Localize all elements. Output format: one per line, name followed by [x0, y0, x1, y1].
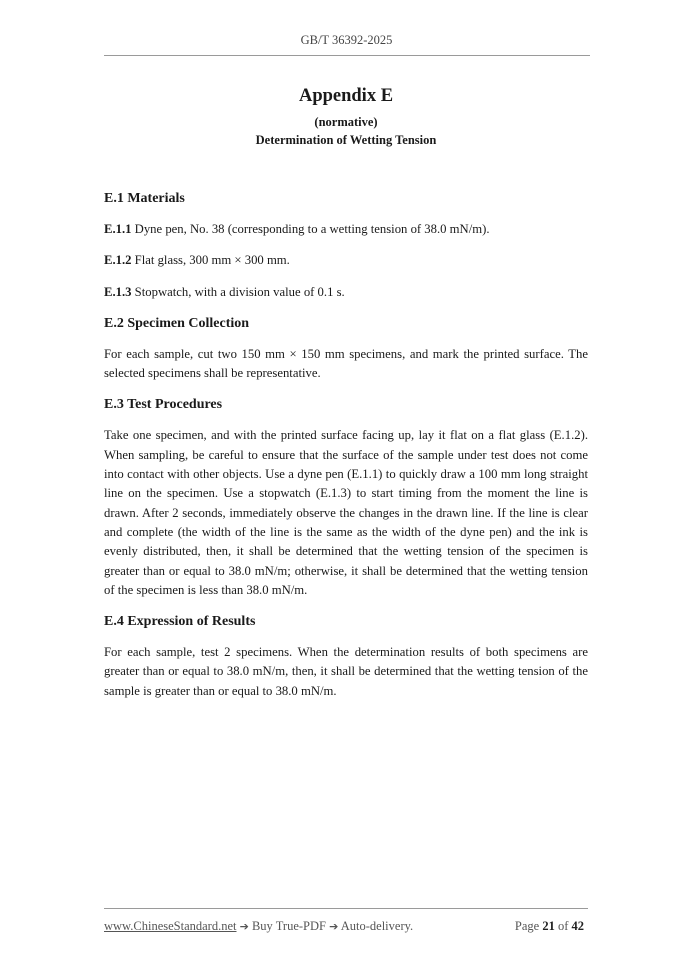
footer-promo [104, 919, 413, 934]
section-heading-expression-of-results: E.4 Expression of Results [104, 614, 256, 630]
specimen-collection-text: For each sample, cut two 150 mm × 150 mm specimens, and mark the printed surface. The selected specimens shall be representative. [104, 346, 588, 381]
clause-number: E.1.1 [104, 222, 132, 236]
page-footer [104, 908, 588, 948]
section-specimen-collection [104, 315, 588, 384]
clause-text: Stopwatch, with a division value of 0.1 s. [131, 284, 345, 299]
materials-item-dyne-pen [104, 220, 588, 239]
auto-delivery-text: Auto-delivery. [338, 919, 414, 933]
appendix-subject: Determination of Wetting Tension [255, 133, 437, 147]
section-heading-specimen-collection: E.2 Specimen Collection [104, 315, 250, 331]
clause-number: E.1.2 [104, 253, 132, 268]
section-test-procedures [104, 396, 588, 600]
document-code: GB/T 36392-2025 [300, 33, 393, 47]
page-header [0, 0, 693, 57]
test-procedures-text: Take one specimen, and with the printed surface facing up, lay it flat on a flat glass (E.1.2). When sampling, be careful to ensure that the surface of the sample under test does not come into contact with other objects. Use a dyne pen (E.1.1) to quickly draw a 100 mm long straight line on the specimen. Use a stopwatch (E.1.3) to start timing from the moment the line is drawn. After 2 seconds, immediately observe the changes in the drawn line. If the line is clear and complete (the width of the line is the same as the width of the dyne pen) and the ink is evenly distributed, then, it shall be determined that the wetting tension of the specimen is greater than or equal to 38.0 mN/m; otherwise, it shall be determined that the wetting tension of the specimen is less than 38.0 mN/m. [104, 428, 588, 597]
appendix-title: Appendix E [298, 86, 394, 106]
section-heading-test-procedures: E.3 Test Procedures [104, 397, 223, 413]
buy-true-pdf-text: Buy True-PDF [248, 919, 330, 933]
page-total: 42 [571, 919, 584, 933]
clause-text: Dyne pen, No. 38 (corresponding to a wetting tension of 38.0 mN/m). [131, 222, 490, 236]
expression-of-results-text: For each sample, test 2 specimens. When the determination results of both specimens are greater than or equal to 38.0 mN/m, then, it shall be determined that the wetting tension of the sample is greater than or equal to 38.0 mN/m. [104, 645, 588, 698]
materials-item-flat-glass [104, 251, 588, 270]
section-expression-of-results [104, 613, 588, 701]
page-number: 21 [542, 919, 555, 933]
page-content [104, 84, 588, 701]
page-label: Page [514, 919, 540, 933]
section-heading-materials: E.1 Materials [104, 191, 185, 206]
clause-number: E.1.3 [104, 284, 132, 299]
materials-item-stopwatch [104, 283, 588, 302]
appendix-normative-label: (normative) [314, 115, 378, 129]
website-link[interactable]: www.ChineseStandard.net [104, 919, 237, 933]
page-indicator [515, 919, 584, 934]
header-divider [104, 55, 590, 56]
of-label: of [557, 919, 569, 933]
arrow-right-icon: ➔ [239, 920, 249, 933]
footer-divider [104, 908, 588, 909]
arrow-right-icon: ➔ [329, 920, 339, 933]
section-materials [104, 190, 588, 302]
clause-text: Flat glass, 300 mm × 300 mm. [131, 253, 290, 268]
